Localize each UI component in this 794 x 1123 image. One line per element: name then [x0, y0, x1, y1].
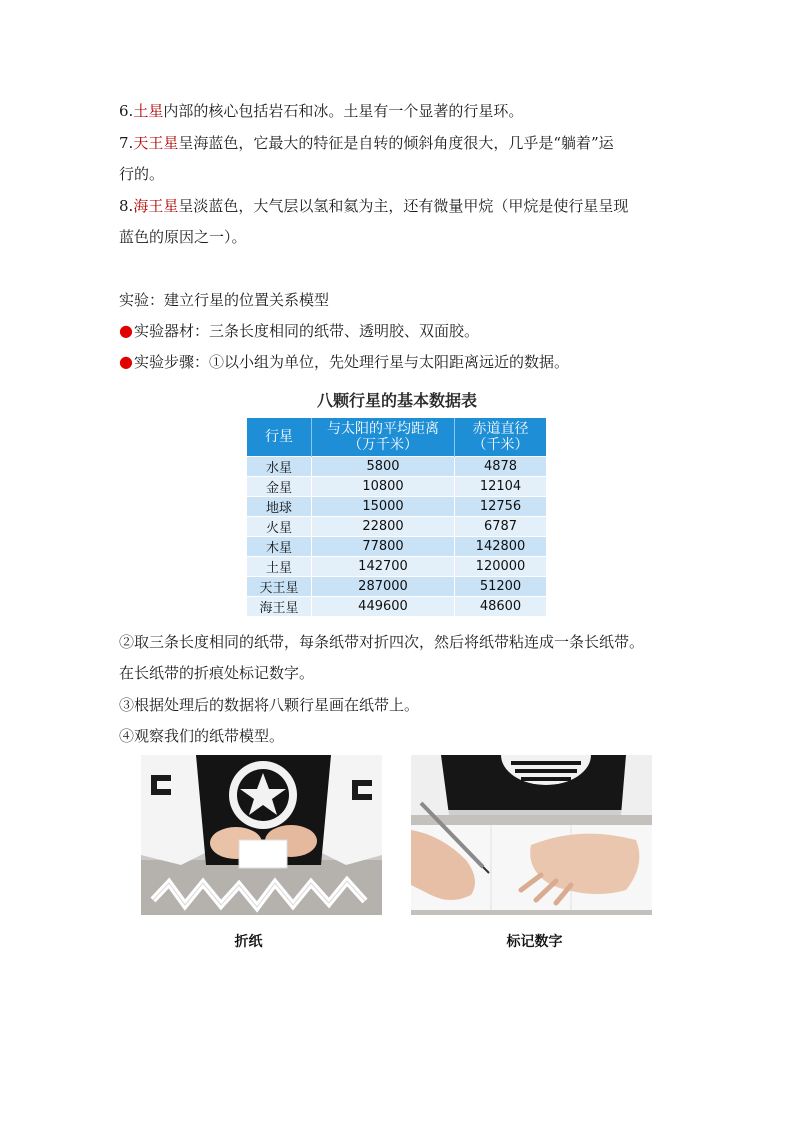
table-row	[247, 557, 546, 577]
step3-text: ③根据处理后的数据将八颗行星画在纸带上。	[119, 696, 420, 714]
cell-diameter: 51200	[455, 577, 547, 597]
item-number: 6.	[119, 102, 134, 120]
marking-numbers-photo	[411, 755, 652, 915]
left-photo-caption: 折纸	[234, 934, 263, 950]
table-row	[247, 457, 546, 477]
cell-diameter: 12104	[455, 477, 547, 497]
table-row	[247, 597, 546, 617]
step2-text: ②取三条长度相同的纸带，每条纸带对折四次，然后将纸带粘连成一条长纸带。	[119, 633, 645, 651]
header-diameter-label: 赤道直径	[472, 421, 529, 437]
paragraph-text: 呈海蓝色，它最大的特征是自转的倾斜角度很大，几乎是“躺着”运	[178, 134, 614, 152]
header-distance	[312, 418, 455, 457]
table-row	[247, 517, 546, 537]
experiment-materials	[119, 321, 479, 341]
paragraph-neptune	[119, 196, 628, 216]
cell-distance: 287000	[312, 577, 455, 597]
cell-distance: 5800	[312, 457, 455, 477]
header-planet: 行星	[247, 418, 312, 457]
cell-diameter: 4878	[455, 457, 547, 477]
table-row	[247, 477, 546, 497]
paragraph-uranus	[119, 133, 614, 153]
cell-distance: 15000	[312, 497, 455, 517]
header-distance-label: 与太阳的平均距离	[327, 421, 439, 437]
paragraph-continuation: 行的。	[119, 165, 165, 183]
paragraph-text: 呈淡蓝色，大气层以氢和氦为主，还有微量甲烷（甲烷是使行星呈现	[178, 197, 629, 215]
cell-distance: 77800	[312, 537, 455, 557]
cell-diameter: 120000	[455, 557, 547, 577]
cell-diameter: 142800	[455, 537, 547, 557]
paragraph-text: 内部的核心包括岩石和冰。土星有一个显著的行星环。	[163, 102, 524, 120]
step1-text: 实验步骤：①以小组为单位，先处理行星与太阳距离远近的数据。	[133, 353, 569, 371]
experiment-step1	[119, 352, 569, 372]
planet-name-neptune: 海王星	[133, 197, 179, 215]
planet-name-uranus: 天王星	[133, 134, 179, 152]
bullet-icon: ●	[119, 352, 133, 371]
step4-text: ④观察我们的纸带模型。	[119, 727, 285, 745]
folding-paper-photo	[141, 755, 382, 915]
cell-planet: 天王星	[247, 577, 312, 597]
paragraph-saturn	[119, 101, 523, 121]
cell-planet: 火星	[247, 517, 312, 537]
table-row	[247, 577, 546, 597]
cell-diameter: 6787	[455, 517, 547, 537]
header-diameter	[455, 418, 547, 457]
header-distance-unit: （万千米）	[348, 437, 418, 453]
header-diameter-unit: （千米）	[472, 437, 529, 453]
cell-distance: 449600	[312, 597, 455, 617]
cell-distance: 142700	[312, 557, 455, 577]
paragraph-continuation: 蓝色的原因之一）。	[119, 228, 247, 246]
experiment-title: 实验：建立行星的位置关系模型	[119, 291, 330, 309]
cell-planet: 木星	[247, 537, 312, 557]
cell-diameter: 48600	[455, 597, 547, 617]
cell-planet: 水星	[247, 457, 312, 477]
item-number: 8.	[119, 197, 134, 215]
cell-planet: 地球	[247, 497, 312, 517]
planet-data-table	[247, 418, 546, 616]
table-row	[247, 537, 546, 557]
table-title: 八颗行星的基本数据表	[316, 391, 477, 410]
cell-planet: 金星	[247, 477, 312, 497]
step2-continuation: 在长纸带的折痕处标记数字。	[119, 664, 315, 682]
materials-text: 实验器材：三条长度相同的纸带、透明胶、双面胶。	[133, 322, 479, 340]
cell-planet: 海王星	[247, 597, 312, 617]
planet-name-saturn: 土星	[133, 102, 164, 120]
bullet-icon: ●	[119, 321, 133, 340]
item-number: 7.	[119, 134, 134, 152]
table-row	[247, 497, 546, 517]
cell-distance: 10800	[312, 477, 455, 497]
cell-diameter: 12756	[455, 497, 547, 517]
cell-distance: 22800	[312, 517, 455, 537]
cell-planet: 土星	[247, 557, 312, 577]
right-photo-caption: 标记数字	[506, 934, 563, 950]
